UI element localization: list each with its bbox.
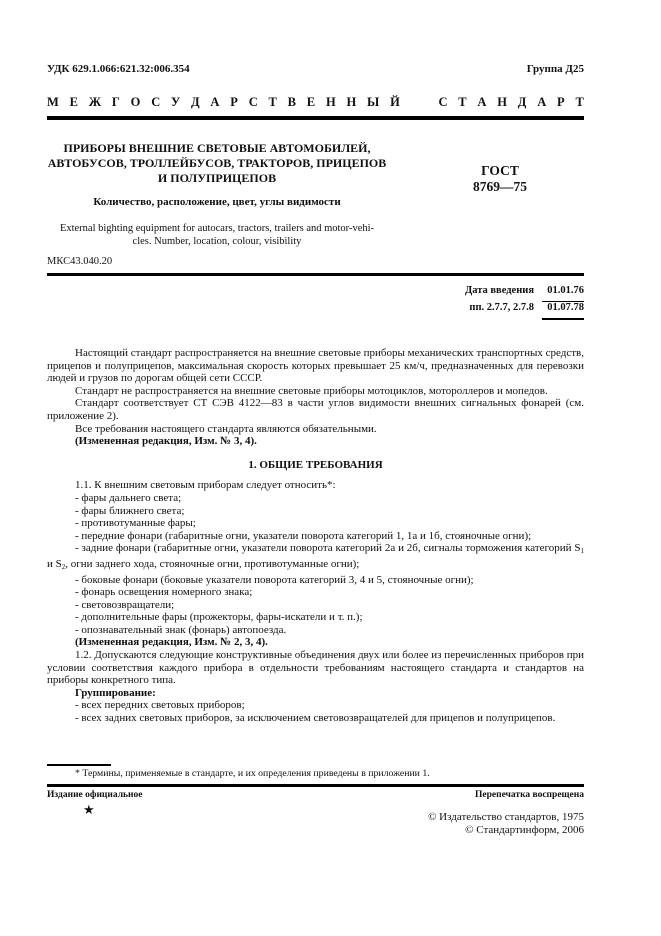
official-edition: Издание официальное: [47, 790, 143, 800]
list-item: - передние фонари (габаритные огни, указатели поворота категорий 1, 1а и 1б, стояночные огни);: [75, 529, 532, 542]
banner-letter: Р: [230, 95, 238, 109]
date-value: 01.07.78: [547, 302, 584, 313]
banner-letter: Г: [111, 95, 120, 109]
date-divider: [542, 301, 584, 302]
date-label: пп. 2.7.7, 2.7.8: [469, 302, 534, 313]
copyright-block: [380, 811, 584, 836]
footnote-text: * Термины, применяемые в стандарте, и их определения приведены в приложении 1.: [75, 768, 430, 779]
rear-lights-text: - задние фонари (габаритные огни, указатели поворота категорий 2а и 2б, сигналы торможения категорий S: [75, 542, 581, 555]
banner-letter: У: [171, 95, 181, 109]
banner-letter: А: [210, 95, 220, 109]
udk-code: УДК 629.1.066:621.32:006.354: [47, 63, 190, 75]
title-line-1: ПРИБОРЫ ВНЕШНИЕ СВЕТОВЫЕ АВТОМОБИЛЕЙ,: [63, 141, 371, 155]
intro-paragraph: Стандарт соответствует СТ СЭВ 4122—83 в части углов видимости внешних сигнальных фонарей (см. приложение 2).: [47, 397, 584, 422]
banner-letter: [425, 95, 428, 110]
intro-paragraph: Стандарт не распространяется на внешние световые приборы мотоциклов, мотороллеров и мопедов.: [75, 384, 548, 397]
banner-letter: О: [130, 95, 141, 109]
title-line-3: И ПОЛУПРИЦЕПОВ: [157, 171, 277, 185]
date-underline: [542, 318, 584, 320]
banner-letter: Т: [458, 95, 467, 109]
list-item-rear-lights: [47, 542, 584, 573]
introduction-dates: [400, 285, 584, 320]
list-item: - всех задних световых приборов, за исключением световозвращателей для прицепов и полуприцепов.: [75, 712, 556, 725]
copyright-1975: © Издательство стандартов, 1975: [428, 811, 584, 823]
intro-paragraph: Настоящий стандарт распространяется на внешние световые приборы механических транспортных средств, прицепов и полуприцепов, максимальная скорость которых превышает 25 км/ч, предназначенных для перевозки людей и грузов по дорогам общей сети СССР.: [47, 347, 584, 385]
date-row: [400, 285, 584, 301]
date-label: Дата введения: [465, 285, 534, 296]
subtitle: Количество, расположение, цвет, углы видимости: [93, 196, 341, 208]
list-item: - опознавательный знак (фонарь) автопоезда.: [75, 623, 287, 636]
header-rule: [47, 116, 584, 120]
rear-lights-mid: и S: [47, 557, 62, 570]
star-icon: ★: [83, 802, 95, 817]
banner-letter: Н: [325, 95, 336, 109]
list-item: - фары ближнего света;: [75, 504, 185, 517]
list-item: - световозвращатели;: [75, 598, 175, 611]
list-item: - боковые фонари (боковые указатели поворота категорий 3, 4 и 5, стояночные огни);: [75, 573, 474, 586]
gost-designation: [440, 163, 560, 195]
banner-letter: Н: [497, 95, 507, 109]
title-line-2: АВТОБУСОВ, ТРОЛЛЕЙБУСОВ, ТРАКТОРОВ, ПРИЦЕПОВ: [47, 156, 387, 170]
section-title: 1. ОБЩИЕ ТРЕБОВАНИЯ: [248, 458, 383, 471]
copyright-2006: © Стандартинформ, 2006: [465, 823, 584, 836]
banner-letter: Е: [69, 95, 78, 109]
banner-letter: М: [47, 95, 59, 109]
banner-letter: Т: [575, 95, 584, 109]
banner-letter: Д: [517, 95, 527, 109]
footnote-rule: [47, 764, 111, 766]
banner-letter: Й: [390, 95, 400, 109]
list-item: - противотуманные фары;: [75, 517, 196, 530]
intro-paragraph: Все требования настоящего стандарта являются обязательными.: [75, 422, 377, 435]
banner-letter: Д: [191, 95, 200, 109]
group-code: Группа Д25: [526, 63, 584, 75]
banner-letter: Р: [557, 95, 565, 109]
list-item: - дополнительные фары (прожекторы, фары-искатели и т. п.);: [75, 611, 363, 624]
date-row: [400, 302, 584, 318]
interstate-standard-banner: [47, 95, 584, 110]
banner-letter: А: [477, 95, 487, 109]
list-item: - всех передних световых приборов;: [75, 699, 245, 712]
banner-letter: Т: [268, 95, 277, 109]
banner-letter: Е: [306, 95, 316, 109]
gost-number: 8769—75: [473, 179, 527, 194]
mks-code: МКС43.040.20: [47, 256, 113, 267]
banner-letter: Ж: [88, 95, 102, 109]
banner-letter: Ы: [367, 95, 380, 109]
banner-letter: Н: [346, 95, 357, 109]
banner-letter: С: [248, 95, 258, 109]
clause-1-1: 1.1. К внешним световым приборам следует относить*:: [75, 479, 336, 492]
document-body: [47, 347, 584, 725]
subscript: 2: [61, 562, 66, 571]
footnote: [47, 768, 584, 779]
title-block: [47, 141, 387, 248]
english-title-line-1: External bighting equipment for autocars, tractors, trailers and motor-vehi-: [59, 223, 375, 234]
grouping-label: Группирование:: [75, 686, 156, 699]
rear-lights-tail: , огни заднего хода, стояночные огни, противотуманные огни);: [65, 557, 360, 570]
amendment-note: (Измененная редакция, Изм. № 3, 4).: [75, 435, 257, 448]
banner-letter: А: [537, 95, 547, 109]
banner-letter: В: [287, 95, 296, 109]
subscript: 1: [580, 547, 584, 556]
list-item: - фонарь освещения номерного знака;: [75, 586, 253, 599]
banner-letter: С: [151, 95, 161, 109]
gost-label: ГОСТ: [481, 163, 519, 178]
amendment-note: (Измененная редакция, Изм. № 2, 3, 4).: [75, 636, 268, 649]
footer-rule: [47, 784, 584, 787]
banner-letter: С: [438, 95, 448, 109]
banner-letter: [411, 95, 414, 110]
english-title: [47, 222, 387, 248]
title-rule: [47, 273, 584, 276]
clause-1-2: 1.2. Допускаются следующие конструктивные объединения двух или более из перечисленных приборов при условии соответствия каждого прибора в отдельности требованиям настоящего стандарта и стандартов на приборы конкретного типа.: [47, 649, 584, 687]
date-value: 01.01.76: [547, 285, 584, 296]
list-item: - фары дальнего света;: [75, 491, 182, 504]
english-title-line-2: cles. Number, location, colour, visibility: [132, 236, 302, 247]
reprint-prohibited: Перепечатка воспрещена: [474, 790, 584, 800]
